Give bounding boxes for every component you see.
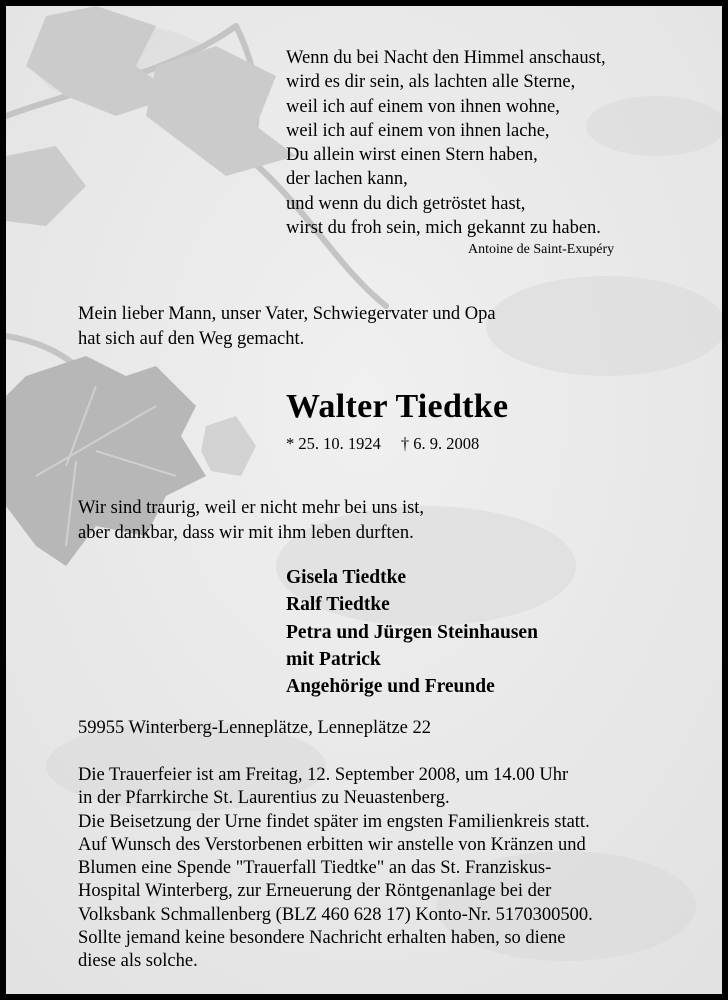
intro-line: hat sich auf den Weg gemacht. — [78, 328, 305, 349]
poem-line: weil ich auf einem von ihnen wohne, — [286, 96, 560, 117]
mourner-name: Ralf Tiedtke — [286, 594, 390, 616]
notice-line: Hospital Winterberg, zur Erneuerung der Röntgenanlage bei der — [78, 881, 552, 902]
notice-line: Sollte jemand keine besondere Nachricht erhalten haben, so diene — [78, 928, 566, 949]
mourner-name: Petra und Jürgen Steinhausen — [286, 621, 538, 643]
poem-line: wird es dir sein, als lachten alle Sterne, — [286, 72, 576, 93]
deceased-name: Walter Tiedtke — [286, 388, 509, 425]
condolence-line: aber dankbar, dass wir mit ihm leben durften. — [78, 522, 414, 543]
death-date: † 6. 9. 2008 — [400, 434, 480, 453]
intro-text — [78, 302, 496, 351]
poem-line: wirst du froh sein, mich gekannt zu haben. — [286, 218, 601, 239]
notice-line: Die Trauerfeier ist am Freitag, 12. September 2008, um 14.00 Uhr — [78, 765, 569, 785]
obituary-card — [6, 6, 722, 994]
funeral-notice — [78, 764, 593, 974]
poem-line: Du allein wirst einen Stern haben, — [286, 145, 538, 166]
life-dates — [286, 434, 479, 454]
mourners-list — [286, 564, 538, 700]
notice-line: in der Pfarrkirche St. Laurentius zu Neuastenberg. — [78, 788, 450, 809]
mourner-name: mit Patrick — [286, 648, 381, 670]
poem-author: Antoine de Saint-Exupéry — [468, 242, 615, 257]
mourner-name: Angehörige und Freunde — [286, 676, 495, 698]
address: 59955 Winterberg-Lenneplätze, Lenneplätze 22 — [78, 718, 432, 738]
poem-line: weil ich auf einem von ihnen lache, — [286, 120, 550, 141]
poem-line: der lachen kann, — [286, 169, 408, 190]
intro-line: Mein lieber Mann, unser Vater, Schwiegervater und Opa — [78, 304, 496, 324]
poem — [286, 46, 686, 240]
notice-line: diese als solche. — [78, 951, 198, 972]
notice-line: Volksbank Schmallenberg (BLZ 460 628 17) Konto-Nr. 5170300500. — [78, 904, 593, 925]
condolence-line: Wir sind traurig, weil er nicht mehr bei uns ist, — [78, 498, 425, 518]
notice-line: Auf Wunsch des Verstorbenen erbitten wir anstelle von Kränzen und — [78, 834, 586, 855]
poem-line: und wenn du dich getröstet hast, — [286, 193, 526, 214]
condolence-text — [78, 496, 424, 545]
mourner-name: Gisela Tiedtke — [286, 567, 407, 588]
poem-line: Wenn du bei Nacht den Himmel anschaust, — [286, 48, 606, 68]
birth-date: * 25. 10. 1924 — [286, 434, 381, 453]
notice-line: Blumen eine Spende "Trauerfall Tiedtke" an das St. Franziskus- — [78, 858, 552, 879]
notice-line: Die Beisetzung der Urne findet später im engsten Familienkreis statt. — [78, 811, 590, 832]
